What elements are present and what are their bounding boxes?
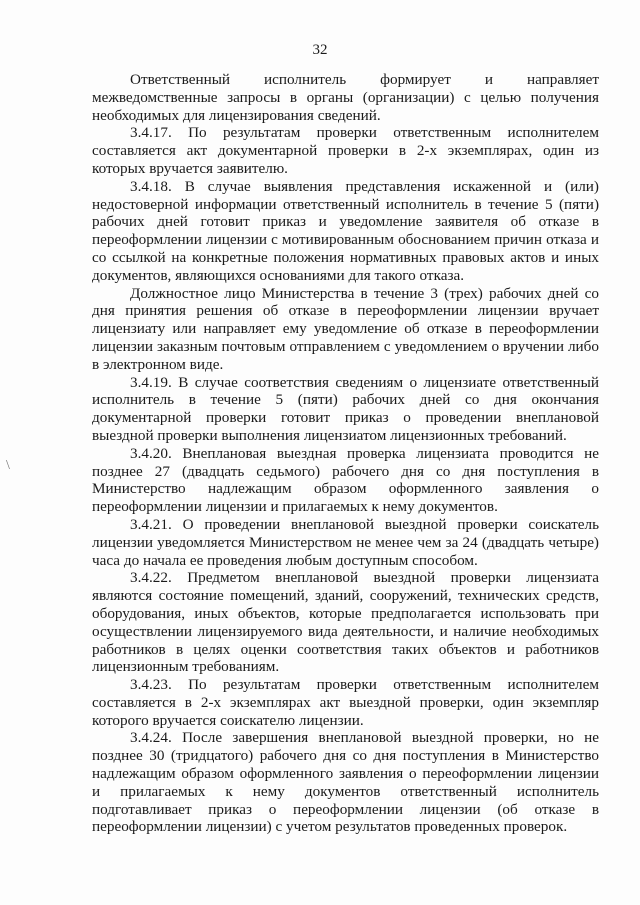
paragraph-3-4-20: 3.4.20. Внеплановая выездная проверка лицензиата проводится не позднее 27 (двадцать седьмого) рабочего дня со дня поступления в Министерство надлежащим образом оформленного заявления о переоформлении лицензии и прилагаемых к нему документов. (92, 444, 599, 516)
page-number: 32 (312, 42, 328, 58)
document-body (92, 71, 599, 836)
paragraph-official-notice: Должностное лицо Министерства в течение 3 (трех) рабочих дней со дня принятия решения об отказе в переоформлении лицензии вручает лицензиату или направляет ему уведомление об отказе в переоформлении лицензии заказным почтовым отправлением с уведомлением о вручении либо в электронном виде. (92, 284, 599, 373)
paragraph-3-4-17: 3.4.17. По результатам проверки ответственным исполнителем составляется акт документарной проверки в 2-х экземплярах, один из которых вручается заявителю. (92, 124, 599, 177)
paragraph-3-4-18: 3.4.18. В случае выявления представления искаженной и (или) недостоверной информации ответственный исполнитель в течение 5 (пяти) рабочих дней готовит приказ и уведомление заявителя об отказе в переоформлении лицензии с мотивированным обоснованием причин отказа и со ссылкой на конкретные положения нормативных правовых актов и иных документов, являющихся основаниями для такого отказа. (92, 177, 599, 284)
paragraph-3-4-22: 3.4.22. Предметом внеплановой выездной проверки лицензиата являются состояние помещений, зданий, сооружений, технических средств, оборудования, иных объектов, которые предполагается использовать при осуществлении лицензируемого вида деятельности, и наличие необходимых работников в целях оценки соответствия таких объектов и работников лицензионным требованиям. (92, 569, 599, 676)
paragraph-3-4-23: 3.4.23. По результатам проверки ответственным исполнителем составляется в 2-х экземплярах акт выездной проверки, один экземпляр которого вручается соискателю лицензии. (92, 676, 599, 729)
paragraph-3-4-21: 3.4.21. О проведении внеплановой выездной проверки соискатель лицензии уведомляется Министерством не менее чем за 24 (двадцать четыре) часа до начала ее проведения любым доступным способом. (92, 515, 599, 569)
paragraph-3-4-24: 3.4.24. После завершения внеплановой выездной проверки, но не позднее 30 (тридцатого) рабочего дня со дня поступления в Министерство надлежащим образом оформленного заявления о переоформлении лицензии и прилагаемых к нему документов ответственный исполнитель подготавливает приказ о переоформлении лицензии (об отказе в переоформлении лицензии) с учетом результатов проведенных проверок. (92, 729, 599, 836)
paragraph-intro: Ответственный исполнитель формирует и направляет межведомственные запросы в органы (организации) с целью получения необходимых для лицензирования сведений. (92, 71, 599, 124)
margin-mark: \ (6, 458, 10, 473)
paragraph-3-4-19: 3.4.19. В случае соответствия сведениям о лицензиате ответственный исполнитель в течение 5 (пяти) рабочих дней со дня окончания документарной проверки готовит приказ о проведении внеплановой выездной проверки выполнения лицензиатом лицензионных требований. (92, 373, 599, 444)
